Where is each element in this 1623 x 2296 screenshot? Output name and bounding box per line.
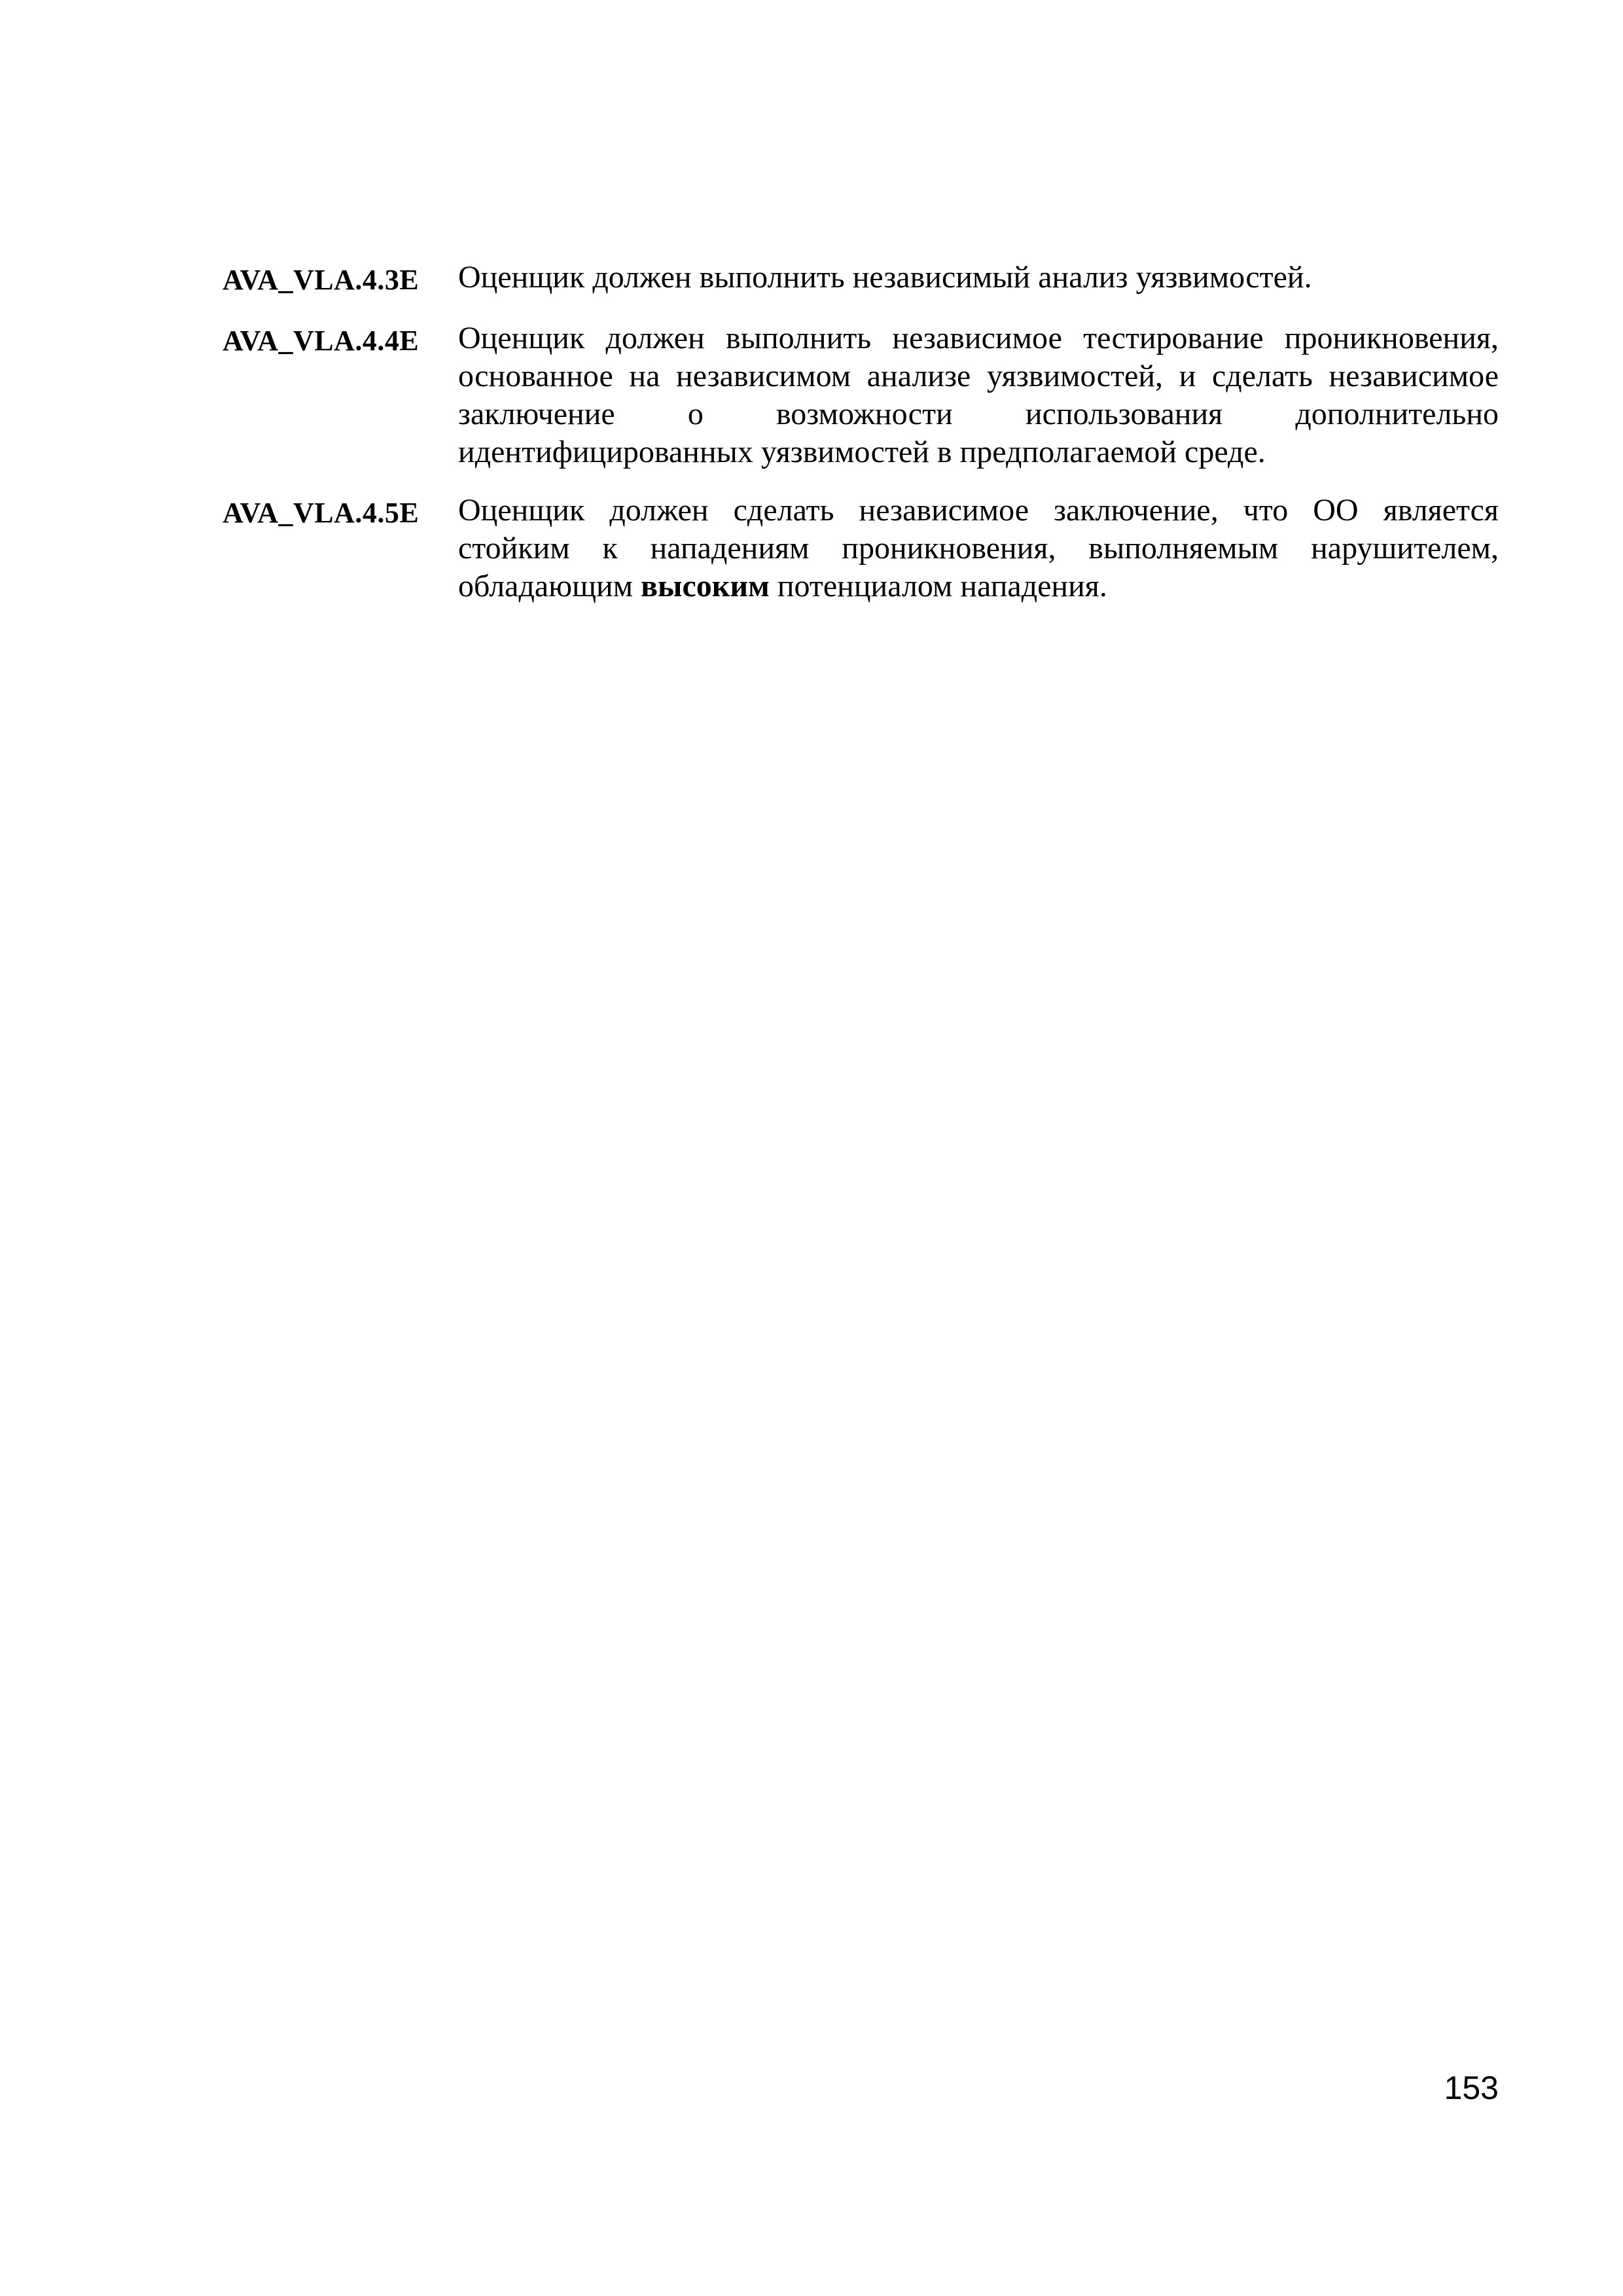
requirement-entry [223, 259, 1499, 299]
page-number: 153 [1444, 2070, 1499, 2106]
requirement-text: Оценщик должен выполнить независимый анализ уязвимостей. [458, 260, 1312, 295]
document-body [223, 259, 1499, 626]
requirement-id: AVA_VLA.4.3E [223, 264, 419, 296]
requirement-text: Оценщик должен выполнить независимое тестирование проникновения, основанное на независимом анализе уязвимостей, и сделать независимое заключение о возможности использования дополнительно идентифицированных уязвимостей в предполагаемой среде. [458, 321, 1499, 469]
requirement-text-start: Оценщик должен сделать независимое заключение, что ОО является стойким к нападениям проникновения, выполняемым нарушителем, обладающим [458, 493, 1499, 603]
requirement-text-end: потенциалом нападения. [769, 569, 1107, 603]
requirement-entry [223, 492, 1499, 605]
requirement-id: AVA_VLA.4.5E [223, 497, 419, 529]
requirement-id: AVA_VLA.4.4E [223, 325, 419, 357]
requirement-entry [223, 319, 1499, 471]
requirement-text [458, 492, 1499, 605]
emphasized-term: высоким [641, 569, 770, 603]
